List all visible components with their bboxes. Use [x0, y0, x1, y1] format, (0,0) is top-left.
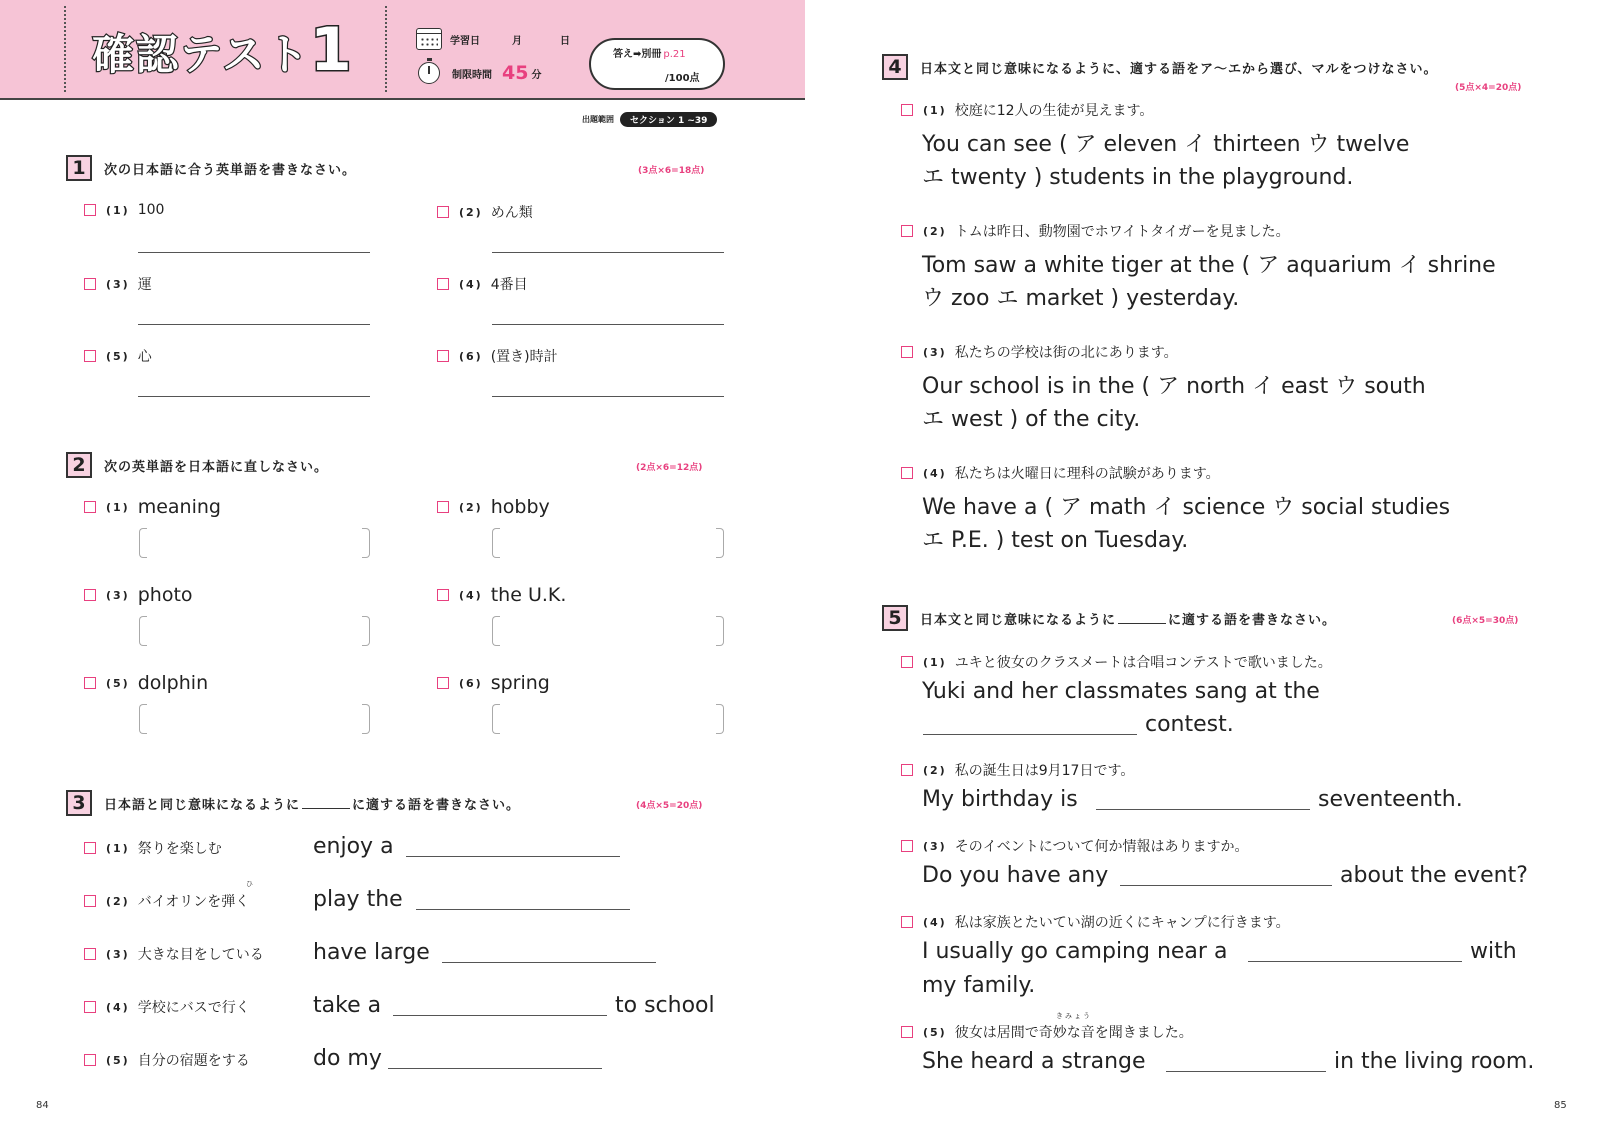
section-instruction: 日本文と同じ意味になるように、適する語をア～エから選び、マルをつけなさい。: [920, 61, 1438, 77]
question-3-2: (2) バイオリンを弾く: [84, 891, 249, 911]
answer-sentence-tail: about the event?: [1340, 863, 1528, 888]
question-5-1: (1) ユキと彼女のクラスメートは合唱コンテストで歌いました。: [901, 652, 1332, 672]
answer-line[interactable]: [138, 396, 370, 397]
check-box[interactable]: [84, 501, 96, 513]
question-text: 私たちは火曜日に理科の試験があります。: [954, 466, 1220, 482]
answer-label: 答え➡別冊: [613, 49, 662, 60]
answer-bracket-left[interactable]: [492, 704, 500, 734]
question-text: dolphin: [137, 672, 209, 694]
time-limit-value: 45: [502, 62, 529, 84]
answer-bracket-right[interactable]: [716, 704, 724, 734]
test-number: 1: [310, 15, 352, 85]
question-text: 祭りを楽しむ: [137, 841, 222, 857]
check-box[interactable]: [901, 840, 913, 852]
answer-line[interactable]: [492, 396, 724, 397]
answer-line[interactable]: [406, 856, 620, 857]
section-instruction: 日本語と同じ意味になるように に適する語を書きなさい。: [104, 797, 521, 813]
check-box[interactable]: [84, 948, 96, 960]
answer-line[interactable]: [138, 252, 370, 253]
question-3-3: (3) 大きな目をしている: [84, 944, 264, 964]
answer-sentence: Do you have any: [922, 863, 1109, 888]
question-1-2: (2) めん類: [437, 202, 533, 222]
section-number: 2: [66, 452, 92, 478]
section-number: 3: [66, 790, 92, 816]
question-text: 心: [137, 349, 152, 365]
answer-sentence-tail: contest.: [1145, 712, 1234, 737]
question-3-1: (1) 祭りを楽しむ: [84, 838, 222, 858]
check-box[interactable]: [84, 895, 96, 907]
time-limit-row: [418, 62, 541, 84]
answer-bracket-left[interactable]: [139, 616, 147, 646]
time-limit-unit: 分: [531, 69, 542, 81]
answer-bracket-right[interactable]: [362, 616, 370, 646]
question-4-3: (3) 私たちの学校は街の北にあります。: [901, 342, 1178, 362]
question-5-5: (5) 彼女は居間で奇妙な音を聞きました。: [901, 1022, 1193, 1042]
range-label: 出題範囲: [582, 115, 614, 124]
section-points: (3点×6=18点): [638, 166, 705, 176]
calendar-icon: [416, 28, 442, 50]
answer-sentence: I usually go camping near a: [922, 939, 1228, 964]
answer-sentence-tail: my family.: [922, 973, 1036, 998]
section-5-header: [882, 605, 1336, 631]
check-box[interactable]: [901, 1026, 913, 1038]
ruby-reading: きみょう: [1056, 1012, 1092, 1020]
dotted-divider: [64, 6, 66, 92]
question-1-5: (5) 心: [84, 346, 152, 366]
answer-line[interactable]: [492, 252, 724, 253]
answer-line[interactable]: [1096, 809, 1310, 810]
question-text: 私の誕生日は9月17日です。: [954, 763, 1135, 779]
study-day-label: 学習日: [450, 35, 480, 47]
check-box[interactable]: [437, 677, 449, 689]
answer-page: p.21: [663, 49, 686, 60]
answer-line[interactable]: [1166, 1071, 1326, 1072]
answer-bracket-right[interactable]: [716, 528, 724, 558]
answer-line[interactable]: [1248, 961, 1462, 962]
section-instruction: 次の日本語に合う英単語を書きなさい。: [104, 162, 357, 178]
answer-reference: [613, 45, 686, 60]
answer-bracket-left[interactable]: [492, 528, 500, 558]
question-text: 私は家族とたいてい湖の近くにキャンプに行きます。: [954, 915, 1290, 931]
section-4-header: [882, 54, 1437, 80]
check-box[interactable]: [84, 204, 96, 216]
section-number: 4: [882, 54, 908, 80]
answer-sentence-tail: seventeenth.: [1318, 787, 1463, 812]
check-box[interactable]: [901, 467, 913, 479]
choice-sentence-line: We have a ( ア math イ science ウ social studies: [922, 495, 1451, 520]
answer-line[interactable]: [1120, 885, 1332, 886]
section-instruction: 日本文と同じ意味になるように に適する語を書きなさい。: [920, 612, 1337, 628]
answer-sentence: My birthday is: [922, 787, 1078, 812]
choice-sentence-line: Tom saw a white tiger at the ( ア aquarium イ shrine: [922, 253, 1496, 278]
question-text: 自分の宿題をする: [137, 1053, 250, 1069]
answer-line[interactable]: [416, 909, 630, 910]
answer-score-box: [589, 38, 725, 90]
question-text: ユキと彼女のクラスメートは合唱コンテストで歌いました。: [954, 655, 1332, 671]
question-2-4: (4) the U.K.: [437, 584, 566, 606]
question-2-2: (2) hobby: [437, 496, 550, 518]
question-text: photo: [137, 584, 193, 606]
answer-sentence: do my: [313, 1046, 382, 1071]
question-text: 彼女は居間で奇妙な音を聞きました。: [954, 1025, 1193, 1041]
question-text: 学校にバスで行く: [137, 1000, 250, 1016]
question-4-4: (4) 私たちは火曜日に理科の試験があります。: [901, 463, 1220, 483]
question-text: 100: [137, 202, 165, 218]
stopwatch-icon: [418, 62, 440, 84]
study-date-row: [416, 28, 570, 50]
page-number-right: 85: [1554, 1100, 1567, 1111]
question-5-2: (2) 私の誕生日は9月17日です。: [901, 760, 1134, 780]
answer-sentence: play the: [313, 887, 403, 912]
check-box[interactable]: [84, 1001, 96, 1013]
answer-line[interactable]: [388, 1068, 602, 1069]
range-value: セクション 1 ~39: [620, 112, 717, 127]
answer-line[interactable]: [923, 734, 1137, 735]
header-banner: [0, 0, 805, 100]
answer-line[interactable]: [492, 324, 724, 325]
check-box[interactable]: [84, 589, 96, 601]
blank-marker: [1118, 623, 1166, 624]
question-text: 校庭に12人の生徒が見えます。: [954, 103, 1154, 119]
answer-sentence: have large: [313, 940, 430, 965]
check-box[interactable]: [84, 278, 96, 290]
choice-sentence-line: エ west ) of the city.: [922, 407, 1141, 432]
blank-marker: [302, 808, 350, 809]
question-text: the U.K.: [490, 584, 567, 606]
answer-sentence: She heard a strange: [922, 1049, 1146, 1074]
answer-sentence-tail: in the living room.: [1334, 1049, 1535, 1074]
answer-line[interactable]: [393, 1015, 607, 1016]
question-1-1: (1) 100: [84, 202, 164, 218]
question-text: そのイベントについて何か情報はありますか。: [954, 839, 1249, 855]
section-2-header: [66, 452, 328, 478]
question-text: 私たちの学校は街の北にあります。: [954, 345, 1178, 361]
question-4-1: (1) 校庭に12人の生徒が見えます。: [901, 100, 1153, 120]
choice-sentence-line: ウ zoo エ market ) yesterday.: [922, 286, 1240, 311]
check-box[interactable]: [901, 104, 913, 116]
choice-sentence-line: エ twenty ) students in the playground.: [922, 165, 1354, 190]
section-1-header: [66, 155, 356, 181]
section-number: 1: [66, 155, 92, 181]
check-box[interactable]: [901, 764, 913, 776]
question-text: めん類: [490, 205, 533, 221]
exam-range: [582, 112, 717, 127]
question-1-4: (4) 4番目: [437, 274, 528, 294]
check-box[interactable]: [84, 842, 96, 854]
answer-sentence: enjoy a: [313, 834, 394, 859]
section-instruction: 次の英単語を日本語に直しなさい。: [104, 459, 329, 475]
section-number: 5: [882, 605, 908, 631]
answer-bracket-left[interactable]: [139, 704, 147, 734]
question-text: meaning: [137, 496, 221, 518]
question-2-1: (1) meaning: [84, 496, 221, 518]
answer-bracket-right[interactable]: [362, 528, 370, 558]
ruby-reading: ひ: [246, 880, 253, 888]
answer-bracket-left[interactable]: [492, 616, 500, 646]
choice-sentence-line: Our school is in the ( ア north イ east ウ south: [922, 374, 1426, 399]
check-box[interactable]: [84, 350, 96, 362]
section-points: (5点×4=20点): [1455, 83, 1522, 93]
question-1-6: (6) (置き)時計: [437, 346, 558, 366]
question-1-3: (3) 運: [84, 274, 152, 294]
check-box[interactable]: [901, 916, 913, 928]
question-text: トムは昨日、動物園でホワイトタイガーを見ました。: [954, 224, 1290, 240]
question-3-5: (5) 自分の宿題をする: [84, 1050, 250, 1070]
check-box[interactable]: [437, 589, 449, 601]
question-text: (置き)時計: [490, 349, 558, 365]
score-label: /100点: [665, 73, 700, 84]
check-box[interactable]: [437, 501, 449, 513]
section-3-header: [66, 790, 520, 816]
choice-sentence-line: エ P.E. ) test on Tuesday.: [922, 528, 1189, 553]
answer-bracket-right[interactable]: [716, 616, 724, 646]
answer-bracket-right[interactable]: [362, 704, 370, 734]
answer-line[interactable]: [442, 962, 656, 963]
question-2-6: (6) spring: [437, 672, 550, 694]
question-text: 4番目: [490, 277, 528, 293]
question-4-2: (2) トムは昨日、動物園でホワイトタイガーを見ました。: [901, 221, 1290, 241]
page-number-left: 84: [36, 1100, 49, 1111]
question-text: 大きな目をしている: [137, 947, 264, 963]
month-label: 月: [512, 35, 522, 47]
page-title: 確認テスト: [92, 30, 311, 79]
check-box[interactable]: [437, 278, 449, 290]
question-text: spring: [490, 672, 550, 694]
answer-line[interactable]: [138, 324, 370, 325]
check-box[interactable]: [84, 1054, 96, 1066]
question-5-3: (3) そのイベントについて何か情報はありますか。: [901, 836, 1248, 856]
question-5-4: (4) 私は家族とたいてい湖の近くにキャンプに行きます。: [901, 912, 1290, 932]
answer-sentence-tail: to school: [615, 993, 715, 1018]
check-box[interactable]: [901, 346, 913, 358]
question-text: hobby: [490, 496, 550, 518]
section-points: (2点×6=12点): [636, 463, 703, 473]
check-box[interactable]: [437, 350, 449, 362]
check-box[interactable]: [437, 206, 449, 218]
day-label: 日: [560, 35, 570, 47]
question-text: バイオリンを弾く: [137, 894, 250, 910]
answer-bracket-left[interactable]: [139, 528, 147, 558]
choice-sentence-line: You can see ( ア eleven イ thirteen ウ twelve: [922, 132, 1410, 157]
answer-sentence: take a: [313, 993, 382, 1018]
dotted-divider: [385, 6, 387, 92]
check-box[interactable]: [901, 225, 913, 237]
question-2-3: (3) photo: [84, 584, 193, 606]
section-points: (4点×5=20点): [636, 801, 703, 811]
question-2-5: (5) dolphin: [84, 672, 208, 694]
answer-sentence-tail: with: [1470, 939, 1517, 964]
check-box[interactable]: [901, 656, 913, 668]
answer-sentence: Yuki and her classmates sang at the: [922, 679, 1320, 704]
time-limit-label: 制限時間: [452, 69, 492, 81]
question-text: 運: [137, 277, 152, 293]
check-box[interactable]: [84, 677, 96, 689]
question-3-4: (4) 学校にバスで行く: [84, 997, 250, 1017]
section-points: (6点×5=30点): [1452, 616, 1519, 626]
